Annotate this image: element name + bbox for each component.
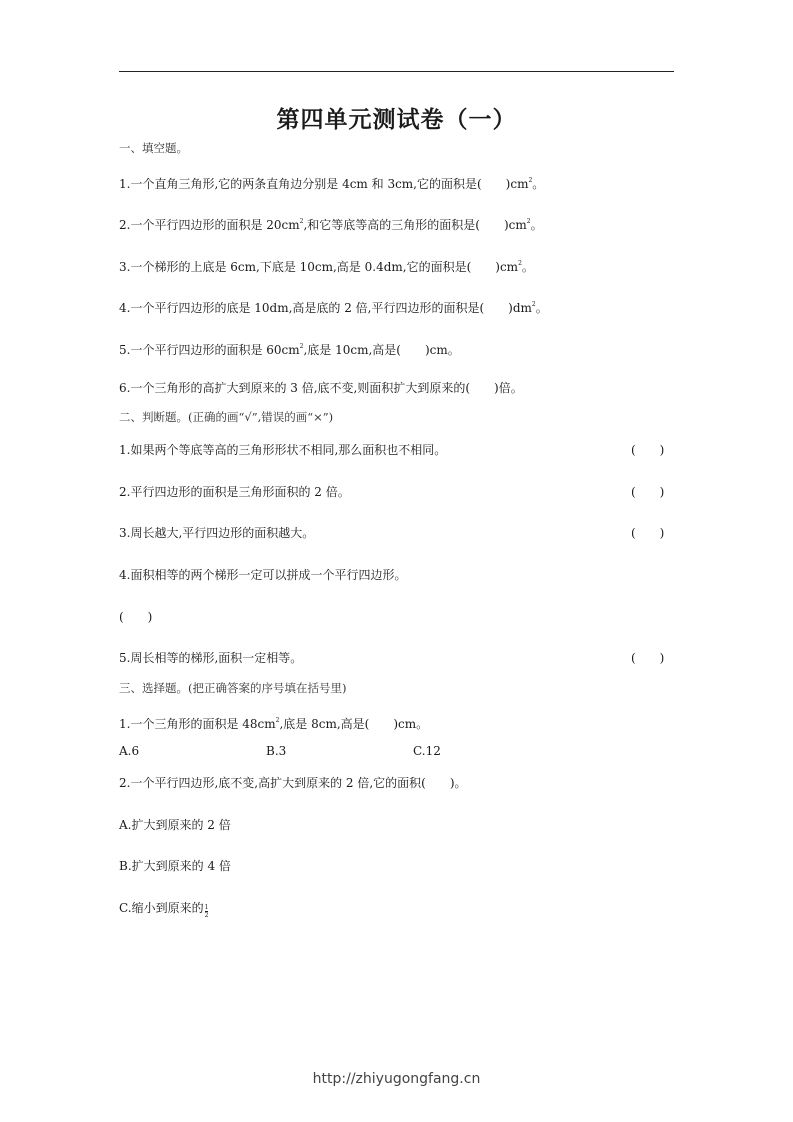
fill-question-2: 2.一个平行四边形的面积是 $20cm^2$,和它等底等高的三角形的面积是( )$cm^2$。 <box>119 218 543 232</box>
fill-question-4: 4.一个平行四边形的底是 10dm,高是底的 2 倍,平行四边形的面积是( )$dm^2$。 <box>119 301 548 315</box>
section2-heading: 二、判断题。(正确的画“√”,错误的画“×”) <box>119 410 334 424</box>
footer-url: http://zhiyugongfang.cn <box>312 1071 481 1087</box>
judge-answer-paren-5: ( ) <box>631 651 665 665</box>
fill-question-5: 5.一个平行四边形的面积是 $60cm^2$,底是 10cm,高是( )cm。 <box>119 343 460 357</box>
choice-1-option-a: A.6 <box>119 744 140 758</box>
choice-2-option-a: A.扩大到原来的 2 倍 <box>119 818 231 832</box>
fill-question-6: 6.一个三角形的高扩大到原来的 3 倍,底不变,则面积扩大到原来的( )倍。 <box>119 381 523 395</box>
choice-2-option-c: C.缩小到原来的 $\frac{1}{2}$ <box>119 901 209 919</box>
choice-2-option-b: B.扩大到原来的 4 倍 <box>119 859 231 873</box>
judge-question-1: 1.如果两个等底等高的三角形形状不相同,那么面积也不相同。 <box>119 443 447 457</box>
choice-1-option-b: B.3 <box>266 744 287 758</box>
choice-question-2: 2.一个平行四边形,底不变,高扩大到原来的 2 倍,它的面积( )。 <box>119 776 467 790</box>
choice-1-option-c: C.12 <box>413 744 441 758</box>
judge-question-5: 5.周长相等的梯形,面积一定相等。 <box>119 651 303 665</box>
choice-question-1: 1.一个三角形的面积是 $48cm^2$,底是 8cm,高是( )cm。 <box>119 717 429 731</box>
section3-heading: 三、选择题。(把正确答案的序号填在括号里) <box>119 681 347 695</box>
page-title: 第四单元测试卷（一） <box>276 107 517 133</box>
judge-question-2: 2.平行四边形的面积是三角形面积的 2 倍。 <box>119 485 350 499</box>
judge-question-3: 3.周长越大,平行四边形的面积越大。 <box>119 526 315 540</box>
section1-heading: 一、填空题。 <box>119 141 188 155</box>
judge-answer-paren-4: ( ) <box>119 610 153 624</box>
header-rule <box>119 71 674 72</box>
fraction-one-half: $\frac{1}{2}$ <box>204 904 209 919</box>
judge-answer-paren-2: ( ) <box>631 485 665 499</box>
judge-answer-paren-3: ( ) <box>631 526 665 540</box>
fill-question-3: 3.一个梯形的上底是 6cm,下底是 10cm,高是 0.4dm,它的面积是( )$cm^2$。 <box>119 260 534 274</box>
judge-question-4: 4.面积相等的两个梯形一定可以拼成一个平行四边形。 <box>119 568 407 582</box>
judge-answer-paren-1: ( ) <box>631 443 665 457</box>
fill-question-1: 1.一个直角三角形,它的两条直角边分别是 4cm 和 3cm,它的面积是( )$cm^2$。 <box>119 177 545 191</box>
